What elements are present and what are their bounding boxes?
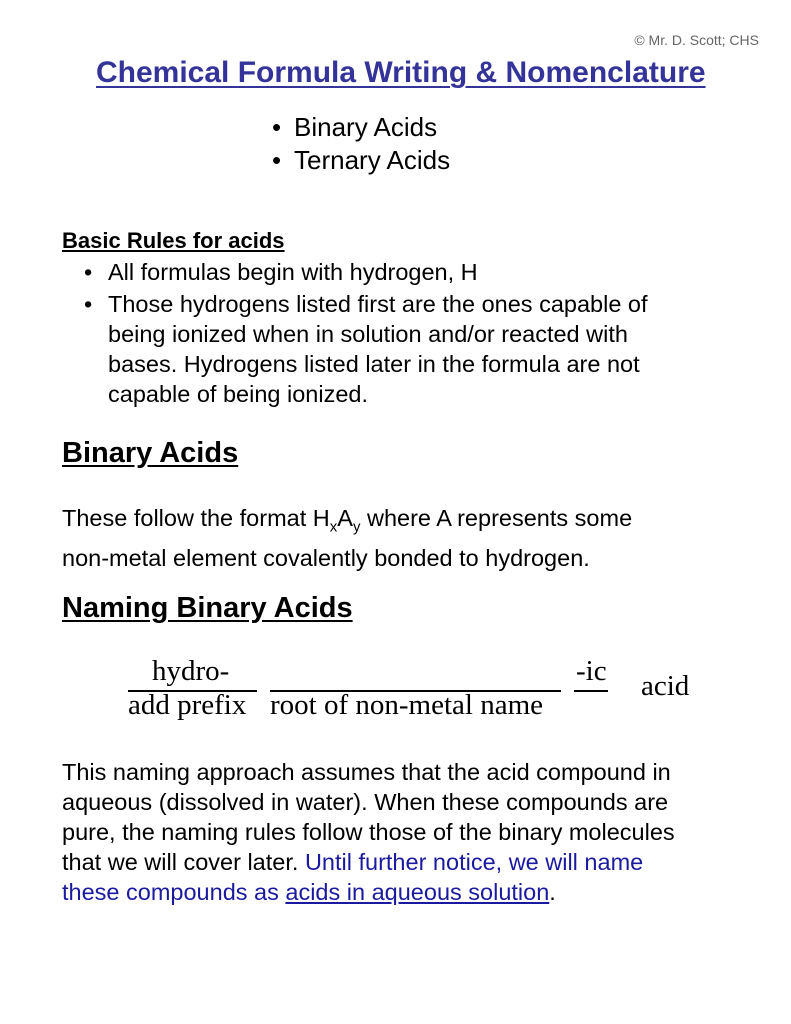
rule-item: • Those hydrogens listed first are the ones capable of being ionized when in solution and/or reacted with bases. Hydrogens listed later in the formula are not capable of being ionized. xyxy=(84,291,648,407)
rule-text: All formulas begin with hydrogen, H xyxy=(108,259,478,285)
acid-word: acid xyxy=(641,670,690,702)
binary-acids-heading: Binary Acids xyxy=(62,437,239,469)
toc-label: Binary Acids xyxy=(294,112,438,142)
text: aqueous (dissolved in water). When these compounds are xyxy=(62,789,669,815)
naming-paragraph xyxy=(62,757,675,907)
toc-item: • Ternary Acids xyxy=(272,145,451,175)
text: These follow the format H xyxy=(62,505,330,531)
rule-text: Those hydrogens listed first are the ones capable of xyxy=(108,291,648,317)
naming-heading: Naming Binary Acids xyxy=(62,592,353,624)
text: pure, the naming rules follow those of the binary molecules xyxy=(62,819,675,845)
text: that we will cover later. xyxy=(62,849,305,875)
toc-label: Ternary Acids xyxy=(294,145,451,175)
prefix-bottom: add prefix xyxy=(128,689,247,721)
suffix-line xyxy=(574,690,608,692)
rule-text: capable of being ionized. xyxy=(108,381,369,407)
text: . xyxy=(549,879,556,905)
text: A xyxy=(337,505,353,531)
page-title: Chemical Formula Writing & Nomenclature xyxy=(96,56,706,89)
format-paragraph xyxy=(62,503,632,573)
prefix-top: hydro- xyxy=(152,655,230,687)
text: where A represents some xyxy=(360,505,633,531)
notice-text: Until further notice, we will name xyxy=(304,849,644,875)
notice-text: these compounds as xyxy=(62,879,286,905)
copyright: © Mr. D. Scott; CHS xyxy=(634,32,759,48)
root-bottom: root of non-metal name xyxy=(270,689,543,721)
aqueous-solution-emphasis: acids in aqueous solution xyxy=(285,879,550,905)
text: This naming approach assumes that the acid compound in xyxy=(62,759,671,785)
basic-rules-heading: Basic Rules for acids xyxy=(62,228,285,253)
subscript-y: y xyxy=(352,518,361,536)
text: non-metal element covalently bonded to hydrogen. xyxy=(62,544,590,571)
suffix-top: -ic xyxy=(576,655,607,687)
rule-text: bases. Hydrogens listed later in the formula are not xyxy=(108,351,640,377)
rule-text: being ionized when in solution and/or reacted with xyxy=(108,321,628,347)
rule-item: • All formulas begin with hydrogen, H xyxy=(84,259,478,285)
toc-item: • Binary Acids xyxy=(272,112,438,142)
subscript-x: x xyxy=(329,518,338,536)
